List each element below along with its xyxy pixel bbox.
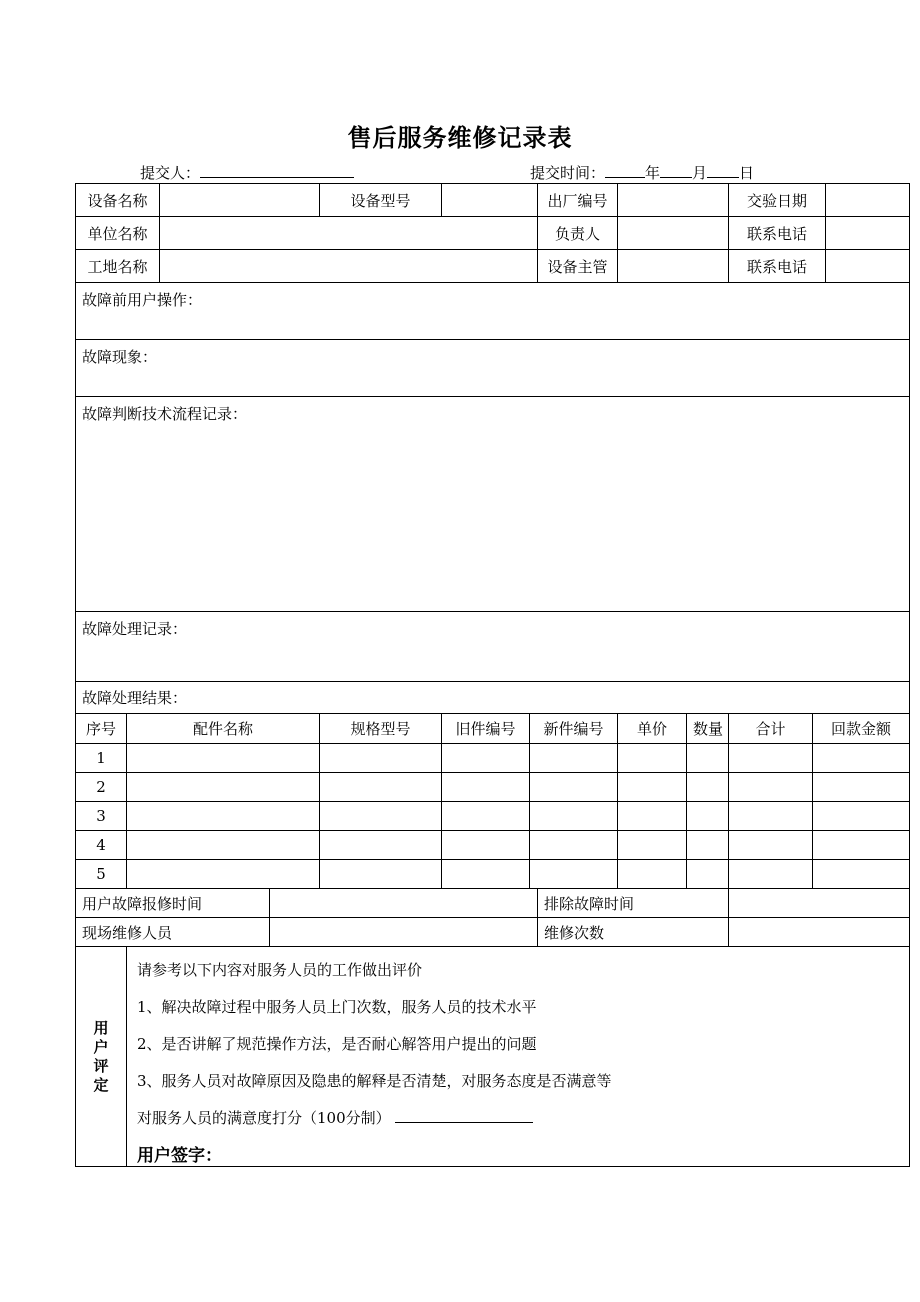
payment-cell[interactable] <box>813 860 910 889</box>
acceptance-date-label: 交验日期 <box>729 184 826 217</box>
serial-number-label: 出厂编号 <box>538 184 618 217</box>
score-field[interactable] <box>395 1110 533 1123</box>
month-label: 月 <box>692 164 708 182</box>
spec-cell[interactable] <box>320 860 442 889</box>
table-row <box>76 860 910 889</box>
quantity-cell[interactable] <box>687 773 729 802</box>
unit-name-field[interactable] <box>160 217 538 250</box>
quantity-cell[interactable] <box>687 831 729 860</box>
col-header-spec: 规格型号 <box>320 714 442 744</box>
repair-record-table <box>75 183 910 1167</box>
col-header-total: 合计 <box>729 714 813 744</box>
old-part-no-cell[interactable] <box>442 831 530 860</box>
quantity-cell[interactable] <box>687 860 729 889</box>
device-manager-field[interactable] <box>618 250 729 283</box>
acceptance-date-field[interactable] <box>826 184 910 217</box>
resolve-time-field[interactable] <box>729 889 910 918</box>
old-part-no-cell[interactable] <box>442 802 530 831</box>
col-header-index: 序号 <box>76 714 127 744</box>
eval-char: 定 <box>93 1075 109 1094</box>
year-label: 年 <box>645 164 661 182</box>
unit-price-cell[interactable] <box>618 744 687 773</box>
day-label: 日 <box>739 164 755 182</box>
site-name-label: 工地名称 <box>76 250 160 283</box>
person-in-charge-label: 负责人 <box>538 217 618 250</box>
total-cell[interactable] <box>729 831 813 860</box>
report-time-field[interactable] <box>270 889 538 918</box>
submit-time-line <box>530 162 754 183</box>
new-part-no-cell[interactable] <box>530 802 618 831</box>
row-index: 5 <box>76 860 127 889</box>
user-signature-label[interactable]: 用户签字： <box>137 1146 222 1166</box>
col-header-old-part-no: 旧件编号 <box>442 714 530 744</box>
info-row <box>76 217 910 250</box>
unit-price-cell[interactable] <box>618 860 687 889</box>
unit-name-label: 单位名称 <box>76 217 160 250</box>
serial-number-field[interactable] <box>618 184 729 217</box>
evaluation-content <box>127 947 910 1167</box>
fault-phenomenon-section[interactable]: 故障现象： <box>76 340 910 397</box>
part-name-cell[interactable] <box>127 831 320 860</box>
col-header-quantity: 数量 <box>687 714 729 744</box>
row-index: 2 <box>76 773 127 802</box>
quantity-cell[interactable] <box>687 744 729 773</box>
old-part-no-cell[interactable] <box>442 744 530 773</box>
old-part-no-cell[interactable] <box>442 773 530 802</box>
onsite-staff-field[interactable] <box>270 918 538 947</box>
page-title: 售后服务维修记录表 <box>347 123 573 152</box>
eval-char: 用 <box>93 1018 109 1037</box>
time-row <box>76 918 910 947</box>
new-part-no-cell[interactable] <box>530 860 618 889</box>
total-cell[interactable] <box>729 860 813 889</box>
total-cell[interactable] <box>729 773 813 802</box>
handling-result-section[interactable]: 故障处理结果： <box>76 682 910 714</box>
part-name-cell[interactable] <box>127 802 320 831</box>
month-field[interactable] <box>660 163 692 178</box>
submitter-line <box>140 162 354 183</box>
part-name-cell[interactable] <box>127 744 320 773</box>
total-cell[interactable] <box>729 802 813 831</box>
onsite-staff-label: 现场维修人员 <box>76 918 270 947</box>
row-index: 1 <box>76 744 127 773</box>
unit-price-cell[interactable] <box>618 802 687 831</box>
day-field[interactable] <box>707 163 739 178</box>
payment-cell[interactable] <box>813 773 910 802</box>
table-row <box>76 773 910 802</box>
eval-char: 评 <box>93 1056 109 1075</box>
col-header-part-name: 配件名称 <box>127 714 320 744</box>
table-row <box>76 831 910 860</box>
device-manager-label: 设备主管 <box>538 250 618 283</box>
submitter-label: 提交人： <box>140 164 201 182</box>
repair-count-label: 维修次数 <box>538 918 729 947</box>
pre-fault-operation-section[interactable]: 故障前用户操作： <box>76 283 910 340</box>
site-name-field[interactable] <box>160 250 538 283</box>
eval-char: 户 <box>93 1037 109 1056</box>
score-label: 对服务人员的满意度打分（100分制） <box>137 1109 391 1127</box>
unit-price-cell[interactable] <box>618 831 687 860</box>
payment-cell[interactable] <box>813 744 910 773</box>
row-index: 3 <box>76 802 127 831</box>
table-row <box>76 802 910 831</box>
spec-cell[interactable] <box>320 831 442 860</box>
year-field[interactable] <box>605 163 645 178</box>
evaluation-intro: 请参考以下内容对服务人员的工作做出评价 <box>137 961 423 979</box>
resolve-time-label: 排除故障时间 <box>538 889 729 918</box>
spec-cell[interactable] <box>320 744 442 773</box>
evaluation-item-3: 3、服务人员对故障原因及隐患的解释是否清楚，对服务态度是否满意等 <box>137 1072 612 1090</box>
spec-cell[interactable] <box>320 802 442 831</box>
report-time-label: 用户故障报修时间 <box>76 889 270 918</box>
evaluation-row <box>76 947 910 1167</box>
info-row <box>76 250 910 283</box>
part-name-cell[interactable] <box>127 860 320 889</box>
score-line <box>137 1109 899 1139</box>
submitter-field[interactable] <box>200 163 354 178</box>
part-name-cell[interactable] <box>127 773 320 802</box>
unit-price-cell[interactable] <box>618 773 687 802</box>
device-model-field[interactable] <box>442 184 538 217</box>
quantity-cell[interactable] <box>687 802 729 831</box>
evaluation-item-2: 2、是否讲解了规范操作方法，是否耐心解答用户提出的问题 <box>137 1035 537 1053</box>
col-header-payment: 回款金额 <box>813 714 910 744</box>
table-row <box>76 744 910 773</box>
info-row <box>76 184 910 217</box>
parts-header-row <box>76 714 910 744</box>
col-header-unit-price: 单价 <box>618 714 687 744</box>
contact-phone-label: 联系电话 <box>729 217 826 250</box>
contact-phone-label-2: 联系电话 <box>729 250 826 283</box>
contact-phone-field[interactable] <box>826 217 910 250</box>
repair-count-field[interactable] <box>729 918 910 947</box>
device-name-field[interactable] <box>160 184 320 217</box>
device-model-label: 设备型号 <box>320 184 442 217</box>
col-header-new-part-no: 新件编号 <box>530 714 618 744</box>
new-part-no-cell[interactable] <box>530 831 618 860</box>
evaluation-item-1: 1、解决故障过程中服务人员上门次数，服务人员的技术水平 <box>137 998 537 1016</box>
handling-record-section[interactable]: 故障处理记录： <box>76 612 910 682</box>
person-in-charge-field[interactable] <box>618 217 729 250</box>
new-part-no-cell[interactable] <box>530 744 618 773</box>
user-evaluation-label <box>76 947 127 1167</box>
contact-phone-field-2[interactable] <box>826 250 910 283</box>
payment-cell[interactable] <box>813 831 910 860</box>
time-row <box>76 889 910 918</box>
payment-cell[interactable] <box>813 802 910 831</box>
old-part-no-cell[interactable] <box>442 860 530 889</box>
row-index: 4 <box>76 831 127 860</box>
new-part-no-cell[interactable] <box>530 773 618 802</box>
diagnosis-record-section[interactable]: 故障判断技术流程记录： <box>76 397 910 612</box>
submit-time-label: 提交时间： <box>530 164 606 182</box>
total-cell[interactable] <box>729 744 813 773</box>
device-name-label: 设备名称 <box>76 184 160 217</box>
spec-cell[interactable] <box>320 773 442 802</box>
